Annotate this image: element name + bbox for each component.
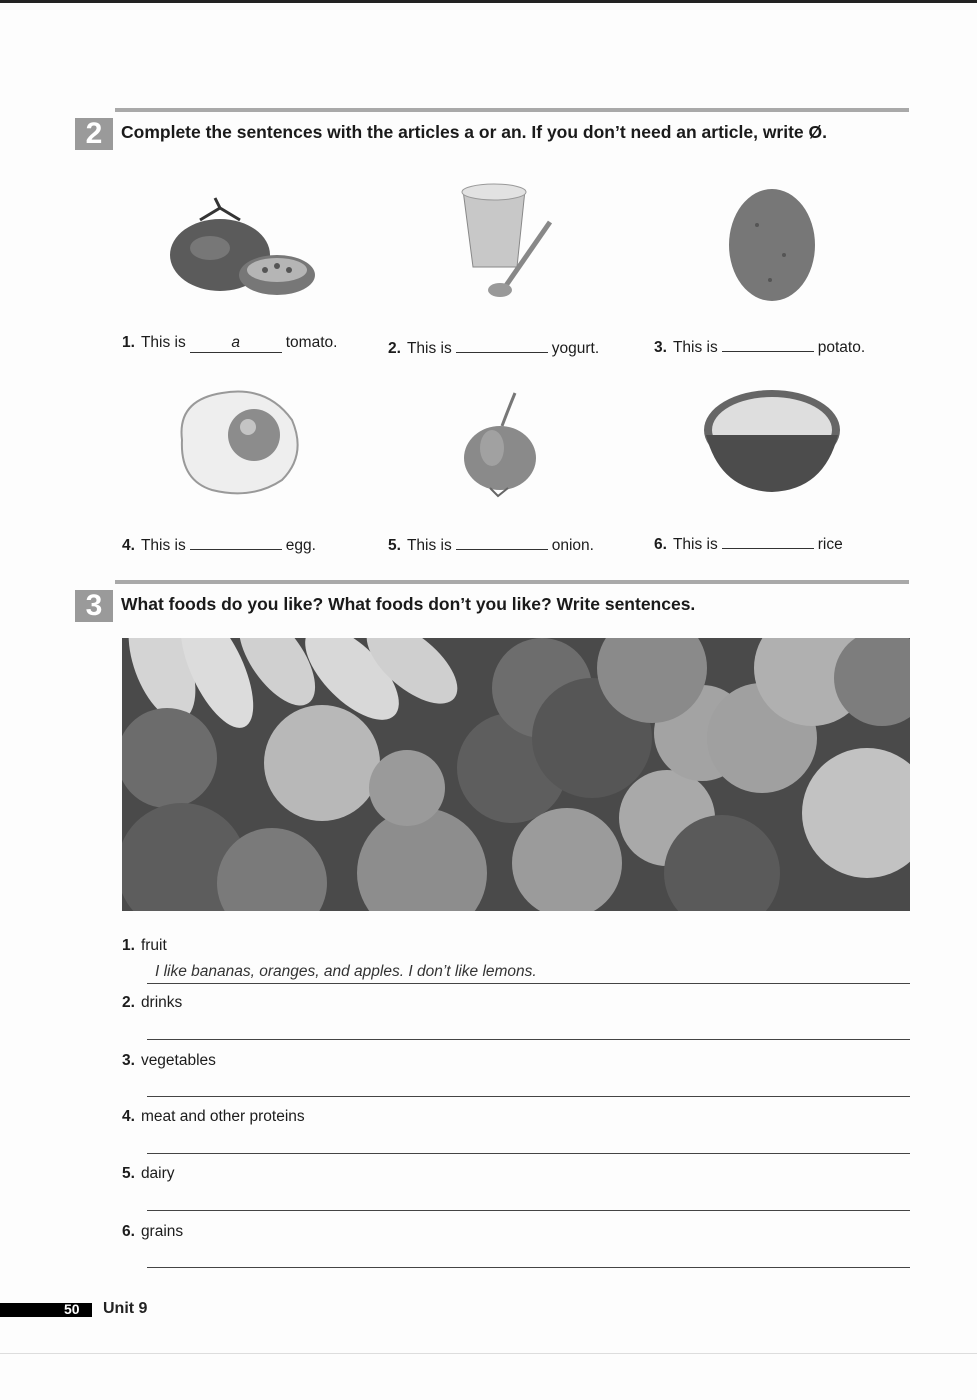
answer-line-6[interactable] bbox=[147, 1245, 910, 1268]
tomato-image bbox=[165, 190, 320, 300]
rice-bowl-image bbox=[700, 380, 845, 500]
potato-image bbox=[722, 185, 822, 305]
answer-line-5[interactable] bbox=[147, 1188, 910, 1211]
section-2-number: 2 bbox=[75, 118, 113, 150]
onion-image bbox=[460, 388, 545, 500]
section-3-number: 3 bbox=[75, 590, 113, 622]
fruit-photo bbox=[122, 638, 910, 911]
question-3: 3. vegetables bbox=[122, 1052, 216, 1069]
answer-line-3[interactable] bbox=[147, 1074, 910, 1097]
article-item-5: 5. This is onion. bbox=[388, 531, 594, 555]
top-border bbox=[0, 0, 977, 3]
question-5: 5. dairy bbox=[122, 1165, 175, 1182]
page-number: 50 bbox=[64, 1301, 80, 1317]
answer-line-1[interactable]: I like bananas, oranges, and apples. I don’t like lemons. bbox=[147, 961, 910, 984]
article-item-2: 2. This is yogurt. bbox=[388, 334, 599, 358]
article-item-1: 1. This is a tomato. bbox=[122, 334, 338, 351]
article-blank-6[interactable] bbox=[722, 530, 814, 549]
answer-line-2[interactable] bbox=[147, 1017, 910, 1040]
question-4: 4. meat and other proteins bbox=[122, 1108, 305, 1125]
article-item-6: 6. This is rice bbox=[654, 530, 843, 554]
section-3-rule bbox=[115, 580, 909, 584]
unit-label: Unit 9 bbox=[103, 1300, 148, 1317]
answer-line-4[interactable] bbox=[147, 1131, 910, 1154]
question-6: 6. grains bbox=[122, 1223, 184, 1240]
bottom-rule bbox=[0, 1353, 977, 1354]
section-2-instruction: Complete the sentences with the articles a or an. If you don’t need an article, write Ø. bbox=[121, 122, 827, 142]
egg-image bbox=[172, 385, 307, 500]
article-item-4: 4. This is egg. bbox=[122, 531, 316, 555]
article-blank-1[interactable]: a bbox=[190, 334, 282, 353]
section-2-rule bbox=[115, 108, 909, 112]
section-3-instruction: What foods do you like? What foods don’t you like? Write sentences. bbox=[121, 594, 696, 614]
article-blank-5[interactable] bbox=[456, 531, 548, 550]
article-blank-2[interactable] bbox=[456, 334, 548, 353]
question-2: 2. drinks bbox=[122, 994, 183, 1011]
article-blank-4[interactable] bbox=[190, 531, 282, 550]
article-blank-3[interactable] bbox=[722, 333, 814, 352]
question-1: 1. fruit bbox=[122, 937, 167, 954]
yogurt-image bbox=[455, 182, 565, 304]
article-item-3: 3. This is potato. bbox=[654, 333, 865, 357]
